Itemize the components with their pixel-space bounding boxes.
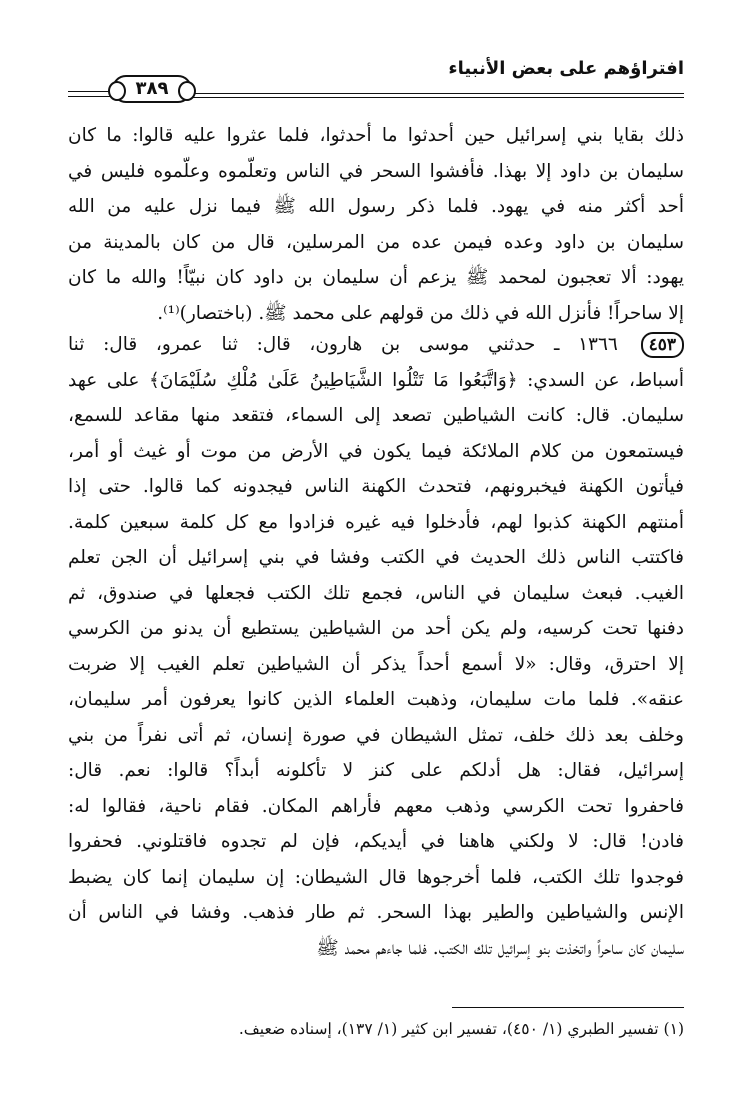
text-line: إسرائيل، فقال: هل أدلكم على كنز لا تأكلونه أبداً؟ قالوا: نعم. قال: [68, 760, 684, 781]
header-rule-left-segment [68, 88, 112, 98]
text-line: أحد أكثر منه في يهود. فلما ذكر رسول الله ﷺ فيما نزل عليه من الله [68, 196, 684, 217]
text-line: سليمان بن داود إلا بهذا. فأفشوا السحر في الناس وتعلّموه وعلّموه فليس في [68, 160, 684, 182]
paragraph-2 [68, 327, 684, 966]
text-line: سليمان كان ساحراً واتخذت بنو إسرائيل تلك الكتب. فلما جاءهم محمد ﷺ [316, 937, 684, 959]
text-line: سليمان بن داود وعده فيمن عده من المرسلين، قال من كان بالمدينة من [68, 231, 684, 253]
text-line: فاحفروا تحت الكرسي وذهب معهم فأراهم المكان. فقام ناحية، فقالوا له: [68, 795, 684, 817]
text-line-first [68, 327, 684, 363]
text-line: إلا احترق، وقال: «لا أسمع أحداً يذكر أن الشياطين تعلم الغيب إلا ضربت [68, 653, 684, 675]
text-line: عنقه». فلما مات سليمان، وذهبت العلماء الذين كانوا يعرفون أمر سليمان، [68, 689, 684, 710]
text-line: الغيب. فبعث سليمان في الناس، فجمع تلك الكتب فجعلها في صندوق، ثم [68, 582, 684, 604]
hadith-number-badge: ٤٥٣ [641, 332, 684, 358]
text-line: إلا ساحراً! فأنزل الله في ذلك من قولهم على محمد ﷺ. (باختصار)⁽¹⁾. [157, 302, 684, 324]
text-line: فادن! قال: لا ولكني هاهنا في أيديكم، فإن لم تجدوه فاقتلوني. فحفروا [68, 831, 684, 852]
text-line: فيأتون الكهنة فيخبرونهم، فتحدث الكهنة الناس فيجدونه كما قالوا. حتى إذا [68, 476, 684, 497]
text-line: أسباط، عن السدي: ﴿وَاتَّبَعُوا مَا تَتْلُوا الشَّيَاطِينُ عَلَىٰ مُلْكِ سُلَيْمَانَ﴾ على عهد [68, 369, 684, 391]
text-line: ذلك بقايا بني إسرائيل حين أحدثوا ما أحدثوا، فلما عثروا عليه قالوا: ما كان [68, 125, 684, 146]
footnote-separator [452, 1007, 684, 1008]
text-line: الإنس والشياطين والطير بهذا السحر. ثم طار فذهب. وفشا في الناس أن [68, 902, 684, 923]
paragraph-1 [68, 118, 684, 331]
text-line: فيستمعون من كلام الملائكة فيما يكون في الأرض من موت أو غيث أو أمر، [68, 440, 684, 462]
running-header-title: افتراؤهم على بعض الأنبياء [448, 58, 684, 79]
text-line: فوجدوا تلك الكتب، فلما أخرجوها قال الشيطان: إن سليمان إنما كان يضبط [68, 866, 684, 888]
text-line: أمنتهم الكهنة كذبوا لهم، فأدخلوا فيه غيره فزادوا مع كل كلمة سبعين كلمة. [68, 511, 684, 533]
footnote: (١) تفسير الطبري (١/ ٤٥٠)، تفسير ابن كثير (١/ ١٣٧)، إسناده ضعيف. [238, 1020, 684, 1038]
text-line-content: ١٣٦٦ ـ حدثني موسى بن هارون، قال: ثنا عمرو، قال: ثنا [68, 334, 618, 355]
text-line: فاكتتب الناس ذلك الحديث في الكتب وفشا في بني إسرائيل أن الجن تعلم [68, 547, 684, 568]
text-line: دفنها تحت كرسيه، ولم يكن أحد من الشياطين يستطيع أن يدنو من الكرسي [68, 618, 684, 639]
text-line: وخلف بعد ذلك خلف، تمثل الشيطان في صورة إنسان، ثم أتى نفراً من بني [68, 724, 684, 746]
text-line: سليمان. قال: كانت الشياطين تصعد إلى السماء، فتقعد منها مقاعد للسمع، [68, 405, 684, 426]
text-line: يهود: ألا تعجبون لمحمد ﷺ يزعم أن سليمان بن داود كان نبيّاً! والله ما كان [68, 267, 684, 288]
page-number-badge: ٣٨٩ [112, 75, 192, 103]
